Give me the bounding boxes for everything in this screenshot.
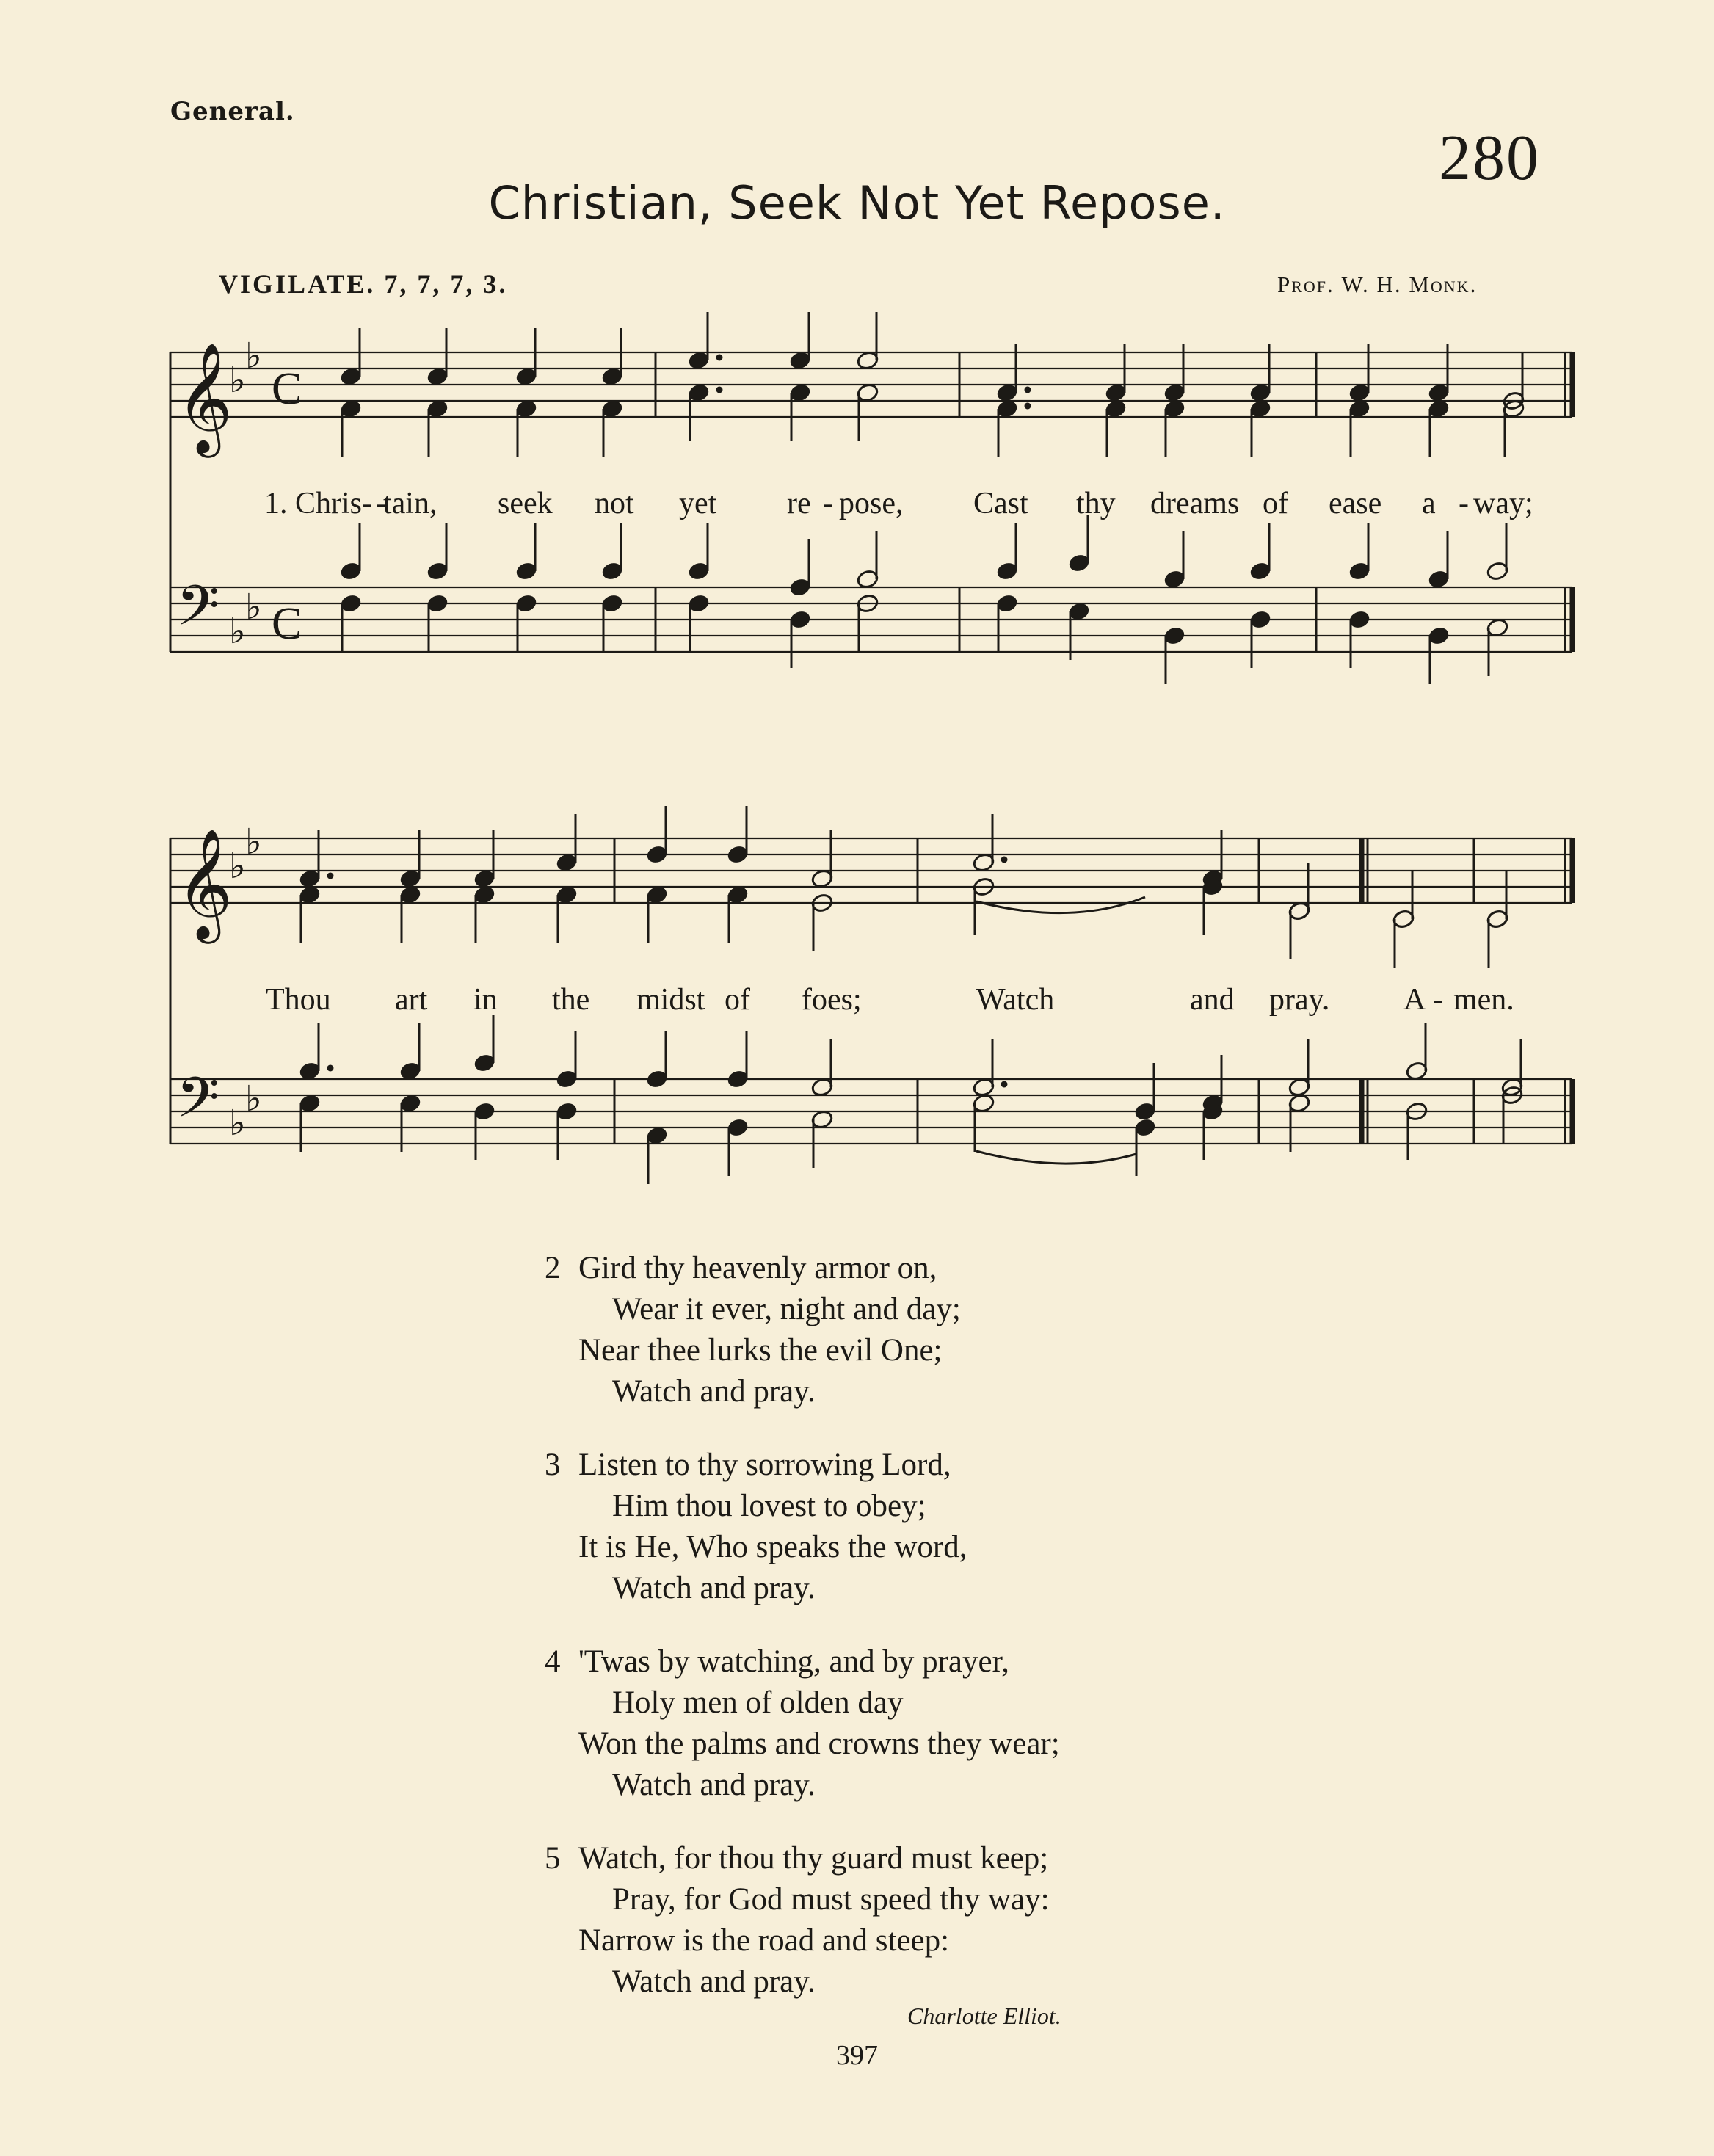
lyric-syllable: tain, bbox=[383, 487, 437, 520]
stanza-line-text: It is He, Who speaks the word, bbox=[578, 1530, 967, 1564]
stanza-line-text: Listen to thy sorrowing Lord, bbox=[578, 1448, 951, 1482]
stanza-line bbox=[545, 1961, 1060, 2003]
stanza-line bbox=[545, 1765, 1060, 1806]
bar-lines bbox=[170, 352, 1572, 1144]
stanza-line-text: Watch and pray. bbox=[612, 1571, 816, 1605]
stanza-line bbox=[545, 1879, 1060, 1920]
tune-name-meter: VIGILATE. 7, 7, 7, 3. bbox=[219, 269, 508, 299]
stanza-line bbox=[545, 1371, 1060, 1412]
stanza-number: 3 bbox=[545, 1448, 561, 1482]
stanza-line bbox=[545, 1445, 1060, 1486]
lyric-syllable: in bbox=[473, 983, 498, 1017]
stanza-number: 2 bbox=[545, 1251, 561, 1285]
lyric-syllable: and bbox=[1190, 983, 1235, 1017]
stanza-line bbox=[545, 1683, 1060, 1724]
flat-sign: ♭ bbox=[229, 1103, 246, 1144]
flat-sign: ♭ bbox=[245, 821, 262, 863]
augmentation-dot bbox=[1001, 857, 1007, 863]
lyric-syllable: foes; bbox=[802, 983, 862, 1017]
lyric-syllable: re bbox=[787, 487, 811, 520]
lyric-syllable: of bbox=[725, 983, 750, 1017]
lyric-syllable: pose, bbox=[839, 487, 904, 520]
lyric-syllable: ease bbox=[1329, 487, 1382, 520]
stanza-line-text: Won the palms and crowns they wear; bbox=[578, 1727, 1060, 1761]
stanza bbox=[545, 1445, 1060, 1609]
clefs-and-signatures bbox=[176, 335, 302, 1144]
augmentation-dot bbox=[716, 387, 722, 393]
treble-clef: 𝄞 bbox=[176, 341, 233, 453]
lyric-syllable: way; bbox=[1473, 487, 1533, 520]
augmentation-dot bbox=[327, 873, 333, 879]
staff-lines bbox=[170, 352, 1572, 1144]
treble-clef: 𝄞 bbox=[176, 827, 233, 939]
bass-clef: 𝄢 bbox=[176, 573, 220, 652]
lyric-syllable: dreams bbox=[1150, 487, 1240, 520]
stanza-line bbox=[545, 1724, 1060, 1765]
lyric-syllable: - bbox=[1433, 983, 1443, 1017]
stanza-line-text: Near thee lurks the evil One; bbox=[578, 1333, 943, 1368]
flat-sign: ♭ bbox=[245, 335, 262, 377]
lyric-syllable: thy bbox=[1076, 487, 1116, 520]
composer-name: W. H. Monk. bbox=[1341, 272, 1478, 297]
stanza-line bbox=[545, 1486, 1060, 1527]
lyric-syllable: Cast bbox=[973, 487, 1028, 520]
stanza bbox=[545, 1248, 1060, 1412]
stanza-line bbox=[545, 1330, 1060, 1371]
lyric-syllable: 1. Chris- bbox=[264, 487, 372, 520]
flat-sign: ♭ bbox=[229, 611, 246, 652]
page-number: 397 bbox=[836, 2040, 878, 2071]
stanza-line-text: Him thou lovest to obey; bbox=[612, 1489, 926, 1523]
stanza-line bbox=[545, 1248, 1060, 1289]
stanza-number: 4 bbox=[545, 1644, 561, 1679]
stanza-line bbox=[545, 1568, 1060, 1609]
stanza-line-text: Holy men of olden day bbox=[612, 1685, 904, 1720]
flat-sign: ♭ bbox=[229, 846, 246, 887]
slur bbox=[976, 897, 1145, 913]
stanza-line-text: Watch and pray. bbox=[612, 1768, 816, 1802]
stanza-line-text: Watch, for thou thy guard must keep; bbox=[578, 1841, 1049, 1876]
augmentation-dot bbox=[327, 1065, 333, 1071]
stanza-line bbox=[545, 1289, 1060, 1330]
stanza-line bbox=[545, 1838, 1060, 1879]
stanza bbox=[545, 1838, 1060, 2003]
lyric-syllable: - bbox=[376, 487, 386, 520]
stanza-line bbox=[545, 1920, 1060, 1961]
lyric-syllable: the bbox=[552, 983, 590, 1017]
lyric-syllable: Watch bbox=[976, 983, 1055, 1017]
stanza-line-text: Watch and pray. bbox=[612, 1964, 816, 1999]
composer-prefix: Prof. bbox=[1277, 272, 1334, 297]
stanza-line-text: Narrow is the road and steep: bbox=[578, 1923, 950, 1958]
stanza-line-text: 'Twas by watching, and by prayer, bbox=[578, 1644, 1009, 1679]
lyric-syllable: seek bbox=[498, 487, 553, 520]
stanza-line-text: Watch and pray. bbox=[612, 1374, 816, 1409]
lyric-syllable: A bbox=[1403, 983, 1426, 1017]
stanza-line-text: Pray, for God must speed thy way: bbox=[612, 1882, 1050, 1917]
lyric-syllable: midst bbox=[636, 983, 705, 1017]
additional-stanzas bbox=[545, 1248, 1060, 2035]
lyric-syllable: - bbox=[823, 487, 833, 520]
slur bbox=[976, 1151, 1136, 1164]
augmentation-dot bbox=[1001, 1081, 1007, 1087]
stanza-line-text: Gird thy heavenly armor on, bbox=[578, 1251, 937, 1285]
hymn-title: Christian, Seek Not Yet Repose. bbox=[488, 176, 1226, 230]
augmentation-dot bbox=[1025, 387, 1031, 393]
common-time-sign: C bbox=[272, 364, 302, 414]
lyric-syllable: art bbox=[395, 983, 428, 1017]
stanza-number: 5 bbox=[545, 1841, 561, 1876]
lyric-syllable: pray. bbox=[1269, 983, 1330, 1017]
stanza-line bbox=[545, 1527, 1060, 1568]
lyric-syllable: not bbox=[595, 487, 634, 520]
flat-sign: ♭ bbox=[229, 360, 246, 401]
notes bbox=[298, 312, 1525, 1184]
augmentation-dot bbox=[716, 355, 722, 360]
author-credit: Charlotte Elliot. bbox=[907, 2003, 1061, 2029]
lyric-syllable: - bbox=[1459, 487, 1469, 520]
bass-clef: 𝄢 bbox=[176, 1065, 220, 1144]
lyric-syllable: yet bbox=[679, 487, 717, 520]
stanza bbox=[545, 1641, 1060, 1806]
lyric-syllable: a bbox=[1422, 487, 1436, 520]
common-time-sign: C bbox=[272, 599, 302, 649]
stanza-line bbox=[545, 1641, 1060, 1683]
lyric-syllable: Thou bbox=[266, 983, 331, 1017]
stanza-line-text: Wear it ever, night and day; bbox=[612, 1292, 961, 1326]
section-label: General. bbox=[170, 97, 295, 126]
flat-sign: ♭ bbox=[245, 587, 262, 628]
flat-sign: ♭ bbox=[245, 1078, 262, 1119]
augmentation-dot bbox=[1025, 403, 1031, 409]
lyric-syllable: men. bbox=[1453, 983, 1514, 1017]
hymn-number: 280 bbox=[1439, 123, 1540, 194]
lyric-syllable: of bbox=[1263, 487, 1288, 520]
